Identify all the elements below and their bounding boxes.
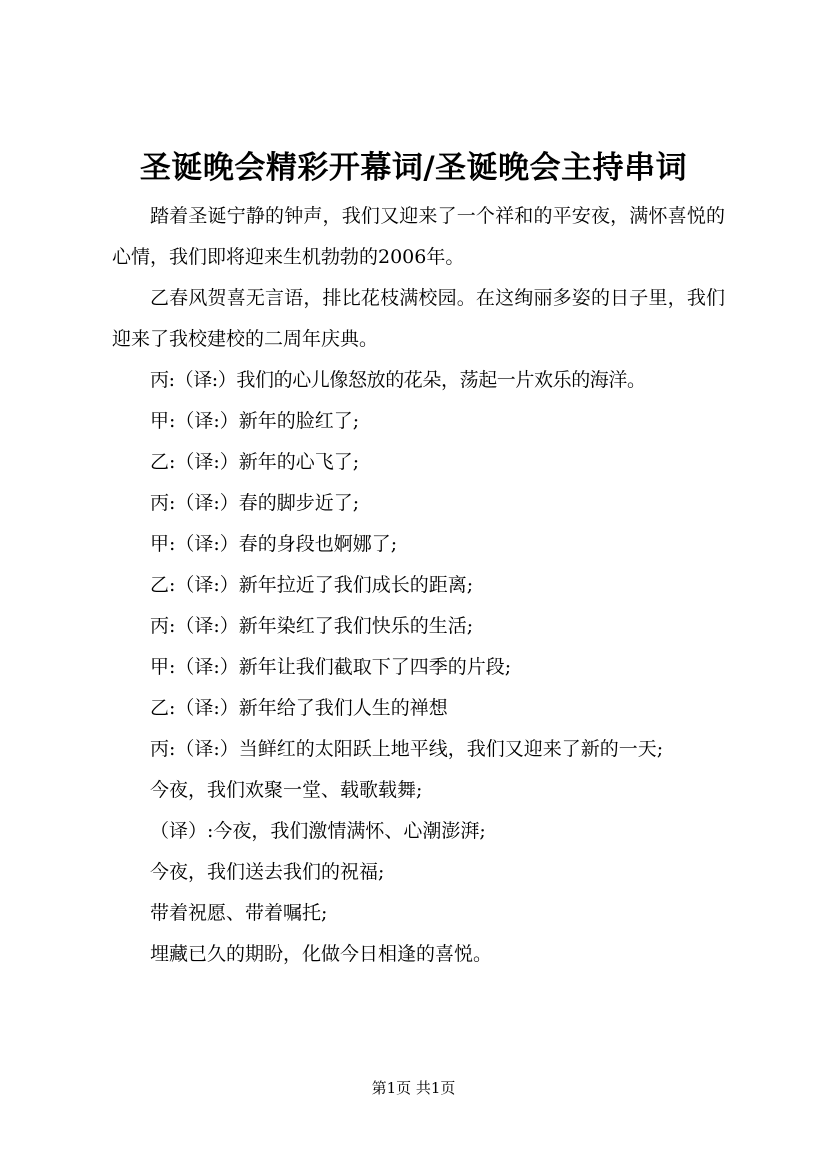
paragraph-10: 甲:（译:）新年让我们截取下了四季的片段;: [150, 656, 512, 678]
paragraph-4: 甲:（译:）新年的脸红了;: [150, 410, 360, 432]
paragraph-6: 丙:（译:）春的脚步近了;: [150, 492, 360, 514]
paragraph-11: 乙:（译:）新年给了我们人生的禅想: [150, 697, 448, 719]
paragraph-17: 埋藏已久的期盼，化做今日相逢的喜悦。: [150, 943, 493, 965]
paragraph-15: 今夜，我们送去我们的祝福;: [150, 861, 385, 883]
paragraph-9: 丙:（译:）新年染红了我们快乐的生活;: [150, 615, 474, 637]
paragraph-12: 丙:（译:）当鲜红的太阳跃上地平线，我们又迎来了新的一天;: [150, 738, 664, 760]
paragraph-7: 甲:（译:）春的身段也婀娜了;: [150, 533, 398, 555]
paragraph-16: 带着祝愿、带着嘱托;: [150, 902, 328, 924]
document-title: 圣诞晚会精彩开幕词/圣诞晚会主持串词: [139, 150, 688, 186]
paragraph-1: 踏着圣诞宁静的钟声，我们又迎来了一个祥和的平安夜，满怀喜悦的心情，我们即将迎来生机勃勃的2006年。: [112, 205, 725, 268]
paragraph-5: 乙:（译:）新年的心飞了;: [150, 451, 360, 473]
paragraph-3: 丙:（译:）我们的心儿像怒放的花朵，荡起一片欢乐的海洋。: [150, 369, 646, 391]
paragraph-2: 乙春风贺喜无言语，排比花枝满校园。在这绚丽多姿的日子里，我们迎来了我校建校的二周年庆典。: [112, 287, 725, 350]
paragraph-13: 今夜，我们欢聚一堂、载歌载舞;: [150, 779, 423, 801]
document-body: [112, 196, 725, 975]
paragraph-8: 乙:（译:）新年拉近了我们成长的距离;: [150, 574, 474, 596]
paragraph-14: （译）:今夜，我们激情满怀、心潮澎湃;: [150, 820, 486, 842]
page-footer: 第1页 共1页: [371, 1079, 456, 1097]
